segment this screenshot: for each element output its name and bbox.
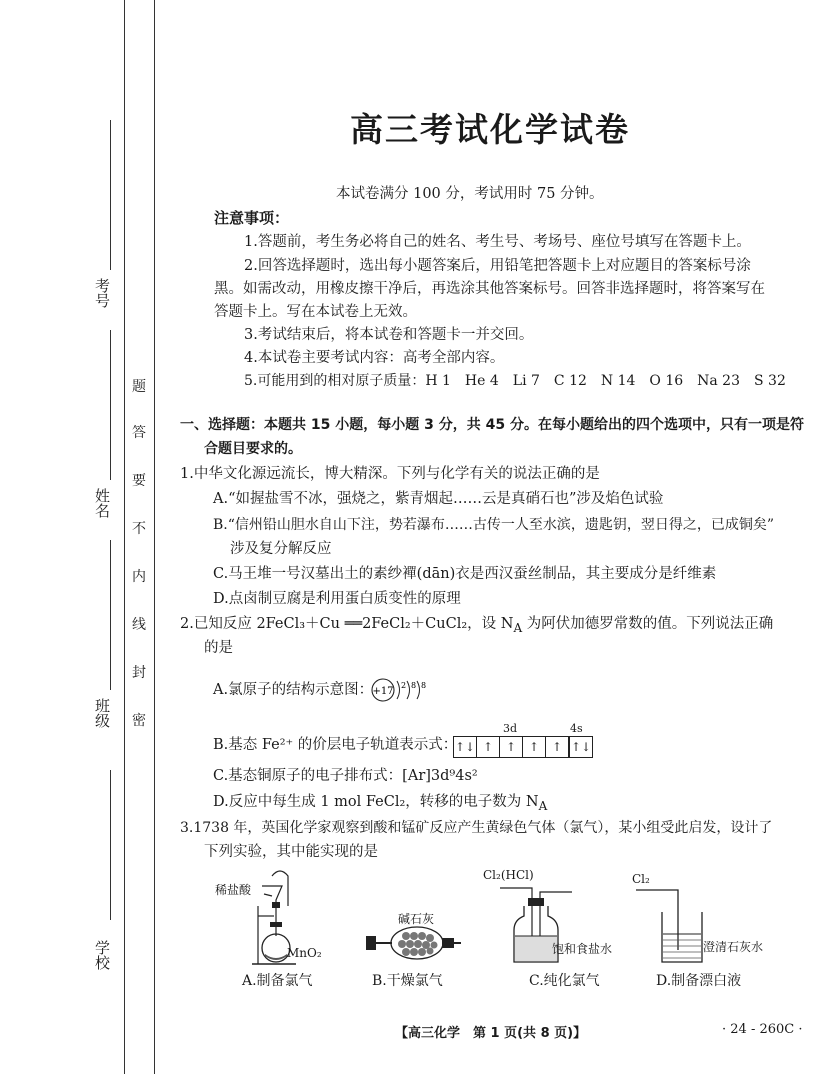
q1-option-c: C.马王堆一号汉墓出土的素纱襌(dān)衣是西汉蚕丝制品，其主要成分是纤维素 <box>213 566 717 582</box>
nucleus-label: +17 <box>372 686 394 697</box>
note-item-3: 3.考试结束后，将本试卷和答题卡一并交回。 <box>244 327 534 343</box>
label-chengqing: 澄清石灰水 <box>703 940 764 954</box>
shell-2: 8 <box>411 681 417 690</box>
orbital-3d-4: ↑ <box>522 736 546 758</box>
notes-heading: 注意事项： <box>214 209 290 227</box>
q1-stem: 1.中华文化源远流长，博大精深。下列与化学有关的说法正确的是 <box>180 466 600 482</box>
xuexiao-blank <box>110 770 111 920</box>
banji-label: 班级 <box>93 698 111 728</box>
q2-option-d <box>213 792 547 816</box>
q2-option-c: C.基态铜原子的电子排布式：[Ar]3d⁹4s² <box>213 768 478 784</box>
note-item-2-cont2: 答题卡上。写在本试卷上无效。 <box>214 304 417 320</box>
banji-blank <box>110 540 111 690</box>
label-cl2: Cl₂ <box>632 872 650 886</box>
orbital-4s: ↑↓ <box>569 736 593 758</box>
q2-stem-tail: 为阿伏加德罗常数的值。下列说法正确 <box>522 616 774 632</box>
chlorine-atom-diagram <box>370 677 430 703</box>
q2-stem <box>180 614 773 638</box>
orbital-3d-1: ↑↓ <box>453 736 477 758</box>
footer-page-info: 【高三化学 第 1 页(共 8 页)】 <box>395 1026 587 1041</box>
seal-char-8: 密 <box>132 713 146 729</box>
xingming-blank <box>110 330 111 480</box>
seal-char-6: 线 <box>132 617 146 633</box>
q2-option-b: B.基态 Fe²⁺ 的价层电子轨道表示式： <box>213 737 458 753</box>
xingming-label: 姓名 <box>93 488 111 518</box>
footer-code: · 24 - 260C · <box>722 1022 803 1037</box>
q2-option-a <box>213 680 373 700</box>
seal-char-7: 封 <box>132 665 146 681</box>
section-heading-cont: 合题目要求的。 <box>204 441 302 457</box>
apparatus-d <box>632 882 712 966</box>
label-mno2: MnO₂ <box>287 946 322 960</box>
orbital-3d-3: ↑ <box>499 736 523 758</box>
shell-1: 2 <box>401 681 407 690</box>
seal-char-5: 内 <box>132 569 146 585</box>
seal-char-3: 要 <box>132 473 146 489</box>
q3-stem: 3.1738 年，英国化学家观察到酸和锰矿反应产生黄绿色气体（氯气），某小组受此启发，设计了 <box>180 820 773 836</box>
orbital-diagram-3d <box>453 736 568 758</box>
section-heading: 一、选择题：本题共 15 小题，每小题 3 分，共 45 分。在每小题给出的四个选项中，只有一项是符 <box>180 417 804 433</box>
caption-d: D.制备漂白液 <box>656 973 742 989</box>
note-item-2: 2.回答选择题时，选出每小题答案后，用铅笔把答题卡上对应题目的答案标号涂 <box>244 258 751 274</box>
orbital-label-4s: 4s <box>570 722 583 735</box>
binding-line-inner <box>154 0 155 1074</box>
page-title: 高三考试化学试卷 <box>350 110 630 149</box>
q2-stem-sub: A <box>513 620 523 635</box>
seal-char-1: 题 <box>132 379 146 395</box>
kaohao-label: 考号 <box>93 278 111 308</box>
seal-char-2: 答 <box>132 425 146 441</box>
caption-b: B.干燥氯气 <box>372 973 443 989</box>
orbital-diagram-4s <box>569 736 592 758</box>
q3-stem-cont: 下列实验，其中能实现的是 <box>204 844 378 860</box>
q1-option-b: B.“信州铅山胆水自山下注，势若瀑布……古传一人至水滨，遗匙钥，翌日得之，已成铜矣” <box>213 517 775 533</box>
orbital-label-3d: 3d <box>503 722 518 735</box>
caption-a: A.制备氯气 <box>242 973 313 989</box>
label-cl2hcl: Cl₂(HCl) <box>483 868 534 882</box>
q2-stem-cont: 的是 <box>204 640 233 656</box>
subtitle: 本试卷满分 100 分，考试用时 75 分钟。 <box>336 186 604 202</box>
q1-option-a: A.“如握盐雪不冰，强烧之，紫青烟起……云是真硝石也”涉及焰色试验 <box>213 491 664 507</box>
q2-option-d-sub: A <box>538 798 548 813</box>
note-item-5: 5.可能用到的相对原子质量：H 1 He 4 Li 7 C 12 N 14 O 16 Na 23 S 32 <box>244 373 786 389</box>
note-item-4: 4.本试卷主要考试内容：高考全部内容。 <box>244 350 505 366</box>
apparatus-b <box>362 924 462 964</box>
q2-option-d-text: D.反应中每生成 1 mol FeCl₂，转移的电子数为 N <box>213 794 539 810</box>
q1-option-b-cont: 涉及复分解反应 <box>230 541 332 557</box>
note-item-2-cont: 黑。如需改动，用橡皮擦干净后，再选涂其他答案标号。回答非选择题时，将答案写在 <box>214 281 765 297</box>
binding-line-outer <box>124 0 125 1074</box>
orbital-3d-2: ↑ <box>476 736 500 758</box>
xuexiao-label: 学校 <box>93 940 111 970</box>
shell-3: 8 <box>421 681 427 690</box>
label-baohe: 饱和食盐水 <box>552 942 613 956</box>
q1-option-d: D.点卤制豆腐是利用蛋白质变性的原理 <box>213 591 461 607</box>
seal-char-4: 不 <box>132 521 146 537</box>
caption-c: C.纯化氯气 <box>529 973 600 989</box>
orbital-3d-5: ↑ <box>545 736 569 758</box>
q2-stem-text: 2.已知反应 2FeCl₃＋Cu ══2FeCl₂＋CuCl₂，设 N <box>180 616 514 632</box>
q2-option-a-text: A.氯原子的结构示意图： <box>213 682 374 698</box>
label-jianshihui: 碱石灰 <box>398 912 435 926</box>
label-xiyansuan: 稀盐酸 <box>215 883 252 897</box>
note-item-1: 1.答题前，考生务必将自己的姓名、考生号、考场号、座位号填写在答题卡上。 <box>244 234 751 250</box>
